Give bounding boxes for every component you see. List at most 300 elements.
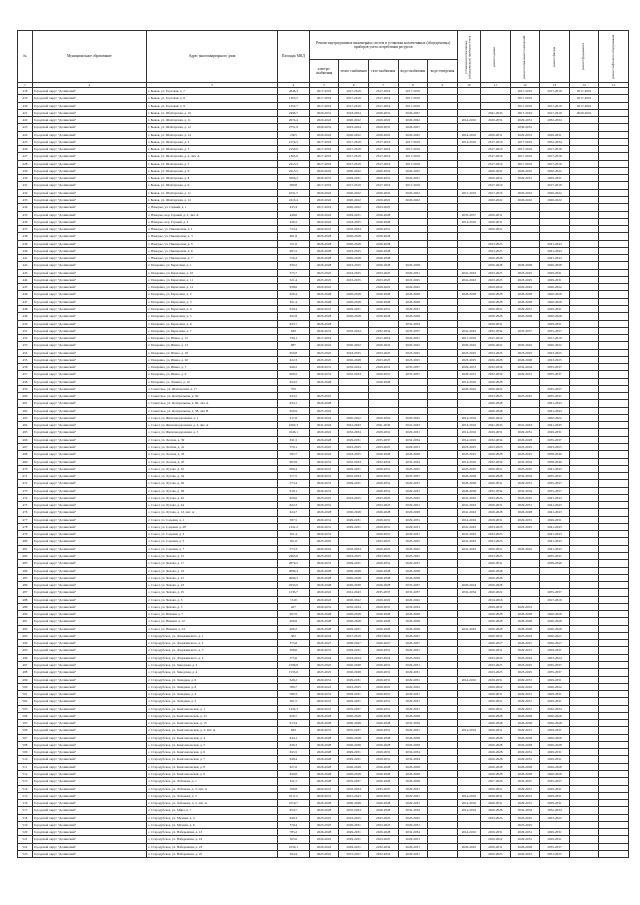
facade-cell: 2020-2022 bbox=[540, 284, 570, 291]
address-cell: с. Стародубское, ул. Набережная, д. 13 bbox=[146, 829, 277, 836]
table-row bbox=[18, 785, 629, 792]
facade-cell: 2038-2040 bbox=[540, 560, 570, 567]
elec-cell: 2026-2028 bbox=[309, 247, 339, 254]
gas-cell: 2026-2028 bbox=[368, 509, 398, 516]
address-cell: с. Покровка, ул. Береговая, д. 10 bbox=[146, 269, 277, 276]
facade-cell: 2041-2043 bbox=[540, 465, 570, 472]
basement-cell: 2029-2031 bbox=[510, 698, 540, 705]
municipality-cell: Городской округ "Долинский" bbox=[32, 712, 146, 719]
gas-cell: 2029-2031 bbox=[368, 429, 398, 436]
facade-cell: 2038-2040 bbox=[540, 458, 570, 465]
meters-cell: 2041-2043 bbox=[457, 523, 480, 530]
municipality-cell: Городской округ "Долинский" bbox=[32, 770, 146, 777]
water-cell: 2029-2031 bbox=[398, 531, 428, 538]
row-number: 446 bbox=[18, 291, 33, 298]
municipality-cell: Городской округ "Долинский" bbox=[32, 553, 146, 560]
address-cell: с. Сокол, ул. Лугова, д. 34 bbox=[146, 473, 277, 480]
heat-cell bbox=[339, 487, 369, 494]
basement-cell: 2020-2022 bbox=[510, 167, 540, 174]
facade-cell: 2032-2034 bbox=[540, 117, 570, 124]
roof-cell: 2020-2022 bbox=[480, 589, 510, 596]
elec-cell: 2029-2031 bbox=[309, 698, 339, 705]
roof-cell: 2026-2028 bbox=[480, 625, 510, 632]
area-cell: 577,5 bbox=[278, 473, 310, 480]
facade-cell: 2026-2028 bbox=[540, 313, 570, 320]
row-number: 471 bbox=[18, 473, 33, 480]
meters-cell: 2023-2025 bbox=[457, 444, 480, 451]
water-cell: 2026-2028 bbox=[398, 567, 428, 574]
elevator-cell bbox=[599, 850, 629, 857]
gas-cell bbox=[368, 385, 398, 392]
facade-cell: 2029-2031 bbox=[540, 756, 570, 763]
meters-cell bbox=[457, 850, 480, 857]
facade-cell: 2020-2022 bbox=[540, 196, 570, 203]
foundation-cell bbox=[569, 320, 599, 327]
facade-cell: 2020-2022 bbox=[540, 342, 570, 349]
meters-cell bbox=[457, 240, 480, 247]
basement-cell: 2026-2028 bbox=[510, 763, 540, 770]
table-row bbox=[18, 320, 629, 327]
basement-cell: 2029-2031 bbox=[510, 749, 540, 756]
heat-cell bbox=[339, 284, 369, 291]
basement-cell bbox=[510, 320, 540, 327]
meters-cell bbox=[457, 160, 480, 167]
row-number: 515 bbox=[18, 792, 33, 799]
municipality-cell: Городской округ "Долинский" bbox=[32, 240, 146, 247]
facade-cell: 2041-2043 bbox=[540, 400, 570, 407]
elec-cell: 2029-2031 bbox=[309, 516, 339, 523]
municipality-cell: Городской округ "Долинский" bbox=[32, 298, 146, 305]
area-cell: 1046,1 bbox=[278, 429, 310, 436]
row-number: 508 bbox=[18, 741, 33, 748]
facade-cell: 2029-2031 bbox=[540, 749, 570, 756]
roof-cell: 2029-2031 bbox=[480, 429, 510, 436]
facade-cell: 2041-2043 bbox=[540, 545, 570, 552]
area-cell: 723,4 bbox=[278, 226, 310, 233]
address-cell: с. Сокол, ул. Садовая, д. 3 bbox=[146, 531, 277, 538]
water-cell: 2020-2022 bbox=[398, 196, 428, 203]
water-cell: 2026-2028 bbox=[398, 741, 428, 748]
sewer-cell bbox=[428, 676, 458, 683]
water-cell bbox=[398, 240, 428, 247]
header-heat: тепло-снабжения bbox=[339, 60, 369, 83]
foundation-cell bbox=[569, 589, 599, 596]
row-number: 484 bbox=[18, 567, 33, 574]
gas-cell bbox=[368, 407, 398, 414]
meters-cell: 2014-2016 bbox=[457, 218, 480, 225]
gas-cell: 2020-2022 bbox=[368, 414, 398, 421]
row-number: 447 bbox=[18, 298, 33, 305]
foundation-cell bbox=[569, 720, 599, 727]
sewer-cell bbox=[428, 349, 458, 356]
facade-cell bbox=[540, 582, 570, 589]
facade-cell: 2035-2037 bbox=[540, 436, 570, 443]
table-row bbox=[18, 509, 629, 516]
row-number: 478 bbox=[18, 523, 33, 530]
table-row bbox=[18, 88, 629, 95]
municipality-cell: Городской округ "Долинский" bbox=[32, 422, 146, 429]
roof-cell: 2017-2019 bbox=[480, 182, 510, 189]
row-number: 504 bbox=[18, 712, 33, 719]
municipality-cell: Городской округ "Долинский" bbox=[32, 829, 146, 836]
row-number: 502 bbox=[18, 698, 33, 705]
row-number: 454 bbox=[18, 349, 33, 356]
sewer-cell bbox=[428, 211, 458, 218]
sewer-cell bbox=[428, 647, 458, 654]
area-cell: 634,1 bbox=[278, 400, 310, 407]
basement-cell: 2026-2027 bbox=[510, 640, 540, 647]
heat-cell: 2017-2019 bbox=[339, 95, 369, 102]
roof-cell: 2026-2028 bbox=[480, 807, 510, 814]
water-cell: 2029-2031 bbox=[398, 502, 428, 509]
water-cell: 2029-2031 bbox=[398, 516, 428, 523]
elec-cell: 2017-2019 bbox=[309, 88, 339, 95]
table-row bbox=[18, 313, 629, 320]
colnum: 13 bbox=[540, 83, 570, 88]
address-cell: с. Взморье, ул. Пионерская, д. 6 bbox=[146, 247, 277, 254]
elevator-cell bbox=[599, 676, 629, 683]
foundation-cell bbox=[569, 625, 599, 632]
facade-cell: 2023-2025 bbox=[540, 349, 570, 356]
water-cell: 2032-2034 bbox=[398, 756, 428, 763]
basement-cell: 2026-2028 bbox=[510, 741, 540, 748]
heat-cell: 2017-2019 bbox=[339, 153, 369, 160]
sewer-cell bbox=[428, 603, 458, 610]
facade-cell: 2026-2028 bbox=[540, 618, 570, 625]
address-cell: с. Взморье, пер. Горный, д. 2, лит. А bbox=[146, 211, 277, 218]
table-row bbox=[18, 102, 629, 109]
sewer-cell bbox=[428, 560, 458, 567]
foundation-cell bbox=[569, 117, 599, 124]
sewer-cell bbox=[428, 444, 458, 451]
address-cell: с. Сокол, ул. Лесная, д. 43 bbox=[146, 451, 277, 458]
sewer-cell bbox=[428, 829, 458, 836]
area-cell: 427 bbox=[278, 603, 310, 610]
gas-cell: 2023-2024 bbox=[368, 632, 398, 639]
sewer-cell bbox=[428, 531, 458, 538]
heat-cell bbox=[339, 385, 369, 392]
address-cell: г. Быков, ул. Торговая, д. 8 bbox=[146, 95, 277, 102]
roof-cell: 2023-2025 bbox=[480, 553, 510, 560]
elec-cell bbox=[309, 385, 339, 392]
heat-cell: 2032-2034 bbox=[339, 371, 369, 378]
address-cell: с. Советское, ул. Центральная, д. 60, лит. А bbox=[146, 400, 277, 407]
table-row bbox=[18, 669, 629, 676]
gas-cell: 2029-2031 bbox=[368, 727, 398, 734]
facade-cell: 2026-2027 bbox=[540, 632, 570, 639]
foundation-cell bbox=[569, 814, 599, 821]
elec-cell: 2020-2022 bbox=[309, 117, 339, 124]
table-row bbox=[18, 836, 629, 843]
foundation-cell bbox=[569, 807, 599, 814]
meters-cell bbox=[457, 560, 480, 567]
roof-cell: 2026-2028 bbox=[480, 567, 510, 574]
row-number: 464 bbox=[18, 422, 33, 429]
header-engineering-group: Ремонт внутридомовых инженерных систем и установка коллективных (общедомовых) приборов учета потребления ресурсов bbox=[309, 31, 457, 60]
area-cell: 481,8 bbox=[278, 233, 310, 240]
elec-cell: 2026-2028 bbox=[309, 756, 339, 763]
address-cell: с. Покровка, ул. Береговая, д. 12 bbox=[146, 284, 277, 291]
municipality-cell: Городской округ "Долинский" bbox=[32, 291, 146, 298]
elevator-cell bbox=[599, 807, 629, 814]
row-number: 448 bbox=[18, 305, 33, 312]
area-cell: 443,5 bbox=[278, 393, 310, 400]
gas-cell: 2032-2034 bbox=[368, 327, 398, 334]
row-number: 422 bbox=[18, 117, 33, 124]
water-cell: 2032-2034 bbox=[398, 436, 428, 443]
water-cell: 2026-2028 bbox=[398, 298, 428, 305]
facade-cell: 2017-2019 bbox=[540, 335, 570, 342]
heat-cell: 2029-2031 bbox=[339, 647, 369, 654]
elec-cell: 2026-2028 bbox=[309, 720, 339, 727]
roof-cell: 2029-2031 bbox=[480, 698, 510, 705]
municipality-cell: Городской округ "Долинский" bbox=[32, 843, 146, 850]
row-number: 461 bbox=[18, 400, 33, 407]
table-row bbox=[18, 342, 629, 349]
elevator-cell bbox=[599, 414, 629, 421]
foundation-cell bbox=[569, 538, 599, 545]
row-number: 453 bbox=[18, 342, 33, 349]
table-row bbox=[18, 560, 629, 567]
water-cell: 2020-2022 bbox=[398, 284, 428, 291]
gas-cell: 2026-2028 bbox=[368, 313, 398, 320]
heat-cell: 2032-2034 bbox=[339, 473, 369, 480]
meters-cell: 2026-2028 bbox=[457, 291, 480, 298]
elevator-cell bbox=[599, 458, 629, 465]
basement-cell: 2026-2028 bbox=[510, 625, 540, 632]
table-row bbox=[18, 473, 629, 480]
elec-cell: 2020-2022 bbox=[309, 843, 339, 850]
meters-cell bbox=[457, 698, 480, 705]
meters-cell bbox=[457, 683, 480, 690]
facade-cell: 2026-2028 bbox=[540, 763, 570, 770]
water-cell: 2032-2034 bbox=[398, 603, 428, 610]
municipality-cell: Городской округ "Долинский" bbox=[32, 160, 146, 167]
table-row bbox=[18, 407, 629, 414]
elec-cell: 2020-2022 bbox=[309, 196, 339, 203]
facade-cell: 2041-2043 bbox=[540, 523, 570, 530]
sewer-cell bbox=[428, 691, 458, 698]
roof-cell: 2023-2025 bbox=[480, 393, 510, 400]
sewer-cell bbox=[428, 814, 458, 821]
row-number: 474 bbox=[18, 494, 33, 501]
elevator-cell bbox=[599, 131, 629, 138]
facade-cell: 2026-2028 bbox=[540, 720, 570, 727]
gas-cell: 2023-2025 bbox=[368, 204, 398, 211]
heat-cell bbox=[339, 400, 369, 407]
roof-cell: 2029-2031 bbox=[480, 211, 510, 218]
meters-cell bbox=[457, 574, 480, 581]
elec-cell: 2026-2028 bbox=[309, 763, 339, 770]
meters-cell bbox=[457, 182, 480, 189]
table-row bbox=[18, 800, 629, 807]
elec-cell: 2029-2031 bbox=[309, 458, 339, 465]
elevator-cell bbox=[599, 669, 629, 676]
meters-cell bbox=[457, 393, 480, 400]
elec-cell: 2029-2031 bbox=[309, 305, 339, 312]
area-cell: 2074,4 bbox=[278, 117, 310, 124]
sewer-cell bbox=[428, 669, 458, 676]
heat-cell: 2017-2019 bbox=[339, 88, 369, 95]
elevator-cell bbox=[599, 196, 629, 203]
elec-cell: 2023-2025 bbox=[309, 850, 339, 857]
sewer-cell bbox=[428, 545, 458, 552]
basement-cell: 2029-2031 bbox=[510, 305, 540, 312]
water-cell: 2026-2028 bbox=[398, 770, 428, 777]
municipality-cell: Городской округ "Долинский" bbox=[32, 778, 146, 785]
meters-cell bbox=[457, 734, 480, 741]
row-number: 455 bbox=[18, 356, 33, 363]
municipality-cell: Городской округ "Долинский" bbox=[32, 807, 146, 814]
table-row bbox=[18, 167, 629, 174]
municipality-cell: Городской округ "Долинский" bbox=[32, 349, 146, 356]
elevator-cell bbox=[599, 647, 629, 654]
municipality-cell: Городской округ "Долинский" bbox=[32, 218, 146, 225]
address-cell: с. Стародубское, ул. Комсомольская, д. 15 bbox=[146, 720, 277, 727]
water-cell: 2017-2019 bbox=[398, 160, 428, 167]
water-cell: 2029-2031 bbox=[398, 269, 428, 276]
sewer-cell bbox=[428, 712, 458, 719]
heat-cell: 2026-2028 bbox=[339, 734, 369, 741]
foundation-cell bbox=[569, 385, 599, 392]
header-elevator: ремонт лифтового оборудования bbox=[599, 31, 629, 83]
foundation-cell bbox=[569, 661, 599, 668]
basement-cell: 2023-2025 bbox=[510, 444, 540, 451]
heat-cell: 2029-2031 bbox=[339, 523, 369, 530]
row-number: 439 bbox=[18, 240, 33, 247]
basement-cell: 2023-2025 bbox=[510, 494, 540, 501]
sewer-cell bbox=[428, 385, 458, 392]
elevator-cell bbox=[599, 298, 629, 305]
foundation-cell bbox=[569, 247, 599, 254]
roof-cell: 2017-2019 bbox=[480, 138, 510, 145]
basement-cell bbox=[510, 574, 540, 581]
water-cell: 2023-2025 bbox=[398, 349, 428, 356]
basement-cell: 2023-2025 bbox=[510, 349, 540, 356]
sewer-cell bbox=[428, 756, 458, 763]
table-row bbox=[18, 632, 629, 639]
water-cell: 2029-2031 bbox=[398, 792, 428, 799]
roof-cell: 2032-2034 bbox=[480, 487, 510, 494]
water-cell: 2035-2037 bbox=[398, 327, 428, 334]
sewer-cell bbox=[428, 407, 458, 414]
basement-cell: 2023-2025 bbox=[510, 523, 540, 530]
sewer-cell bbox=[428, 335, 458, 342]
elevator-cell bbox=[599, 291, 629, 298]
facade-cell: 2029-2031 bbox=[540, 305, 570, 312]
meters-cell bbox=[457, 284, 480, 291]
elevator-cell bbox=[599, 560, 629, 567]
facade-cell: 2017-2019 bbox=[540, 153, 570, 160]
municipality-cell: Городской округ "Долинский" bbox=[32, 538, 146, 545]
gas-cell: 2029-2031 bbox=[368, 661, 398, 668]
gas-cell: 2035-2037 bbox=[368, 589, 398, 596]
row-number: 459 bbox=[18, 385, 33, 392]
roof-cell: 2020-2022 bbox=[480, 342, 510, 349]
foundation-cell bbox=[569, 727, 599, 734]
basement-cell bbox=[510, 582, 540, 589]
water-cell: 2026-2028 bbox=[398, 611, 428, 618]
roof-cell: 2029-2031 bbox=[480, 647, 510, 654]
table-row bbox=[18, 611, 629, 618]
heat-cell: 2035-2037 bbox=[339, 727, 369, 734]
elevator-cell bbox=[599, 422, 629, 429]
elevator-cell bbox=[599, 356, 629, 363]
table-row bbox=[18, 284, 629, 291]
row-number: 519 bbox=[18, 821, 33, 828]
water-cell: 2029-2031 bbox=[398, 698, 428, 705]
water-cell: 2035-2037 bbox=[398, 364, 428, 371]
table-row bbox=[18, 204, 629, 211]
sewer-cell bbox=[428, 124, 458, 131]
basement-cell: 2029-2031 bbox=[510, 516, 540, 523]
roof-cell: 2023-2025 bbox=[480, 538, 510, 545]
sewer-cell bbox=[428, 473, 458, 480]
facade-cell: 2035-2037 bbox=[540, 473, 570, 480]
gas-cell: 2026-2028 bbox=[368, 218, 398, 225]
municipality-cell: Городской округ "Долинский" bbox=[32, 741, 146, 748]
municipality-cell: Городской округ "Долинский" bbox=[32, 131, 146, 138]
address-cell: с. Покровка, ул. Береговая, д. 1 bbox=[146, 262, 277, 269]
elec-cell: 2026-2028 bbox=[309, 582, 339, 589]
water-cell: 2029-2031 bbox=[398, 836, 428, 843]
water-cell: 2020-2022 bbox=[398, 117, 428, 124]
foundation-cell: 2017-2019 bbox=[569, 88, 599, 95]
gas-cell: 2026-2028 bbox=[368, 567, 398, 574]
area-cell: 624,7 bbox=[278, 509, 310, 516]
meters-cell bbox=[457, 712, 480, 719]
heat-cell: 2029-2031 bbox=[339, 821, 369, 828]
table-row bbox=[18, 770, 629, 777]
elec-cell: 2017-2019 bbox=[309, 102, 339, 109]
sewer-cell bbox=[428, 502, 458, 509]
sewer-cell bbox=[428, 305, 458, 312]
municipality-cell: Городской округ "Долинский" bbox=[32, 691, 146, 698]
foundation-cell bbox=[569, 850, 599, 857]
address-cell: с. Покровка, ул. Ивана, д. 18 bbox=[146, 349, 277, 356]
address-cell: с. Сокол, ул. Лесная, д. 39 bbox=[146, 436, 277, 443]
municipality-cell: Городской округ "Долинский" bbox=[32, 407, 146, 414]
water-cell: 2035-2037 bbox=[398, 589, 428, 596]
elevator-cell bbox=[599, 691, 629, 698]
table-row bbox=[18, 327, 629, 334]
roof-cell: 2026-2028 bbox=[480, 262, 510, 269]
elec-cell: 2026-2028 bbox=[309, 378, 339, 385]
municipality-cell: Городской округ "Долинский" bbox=[32, 596, 146, 603]
municipality-cell: Городской округ "Долинский" bbox=[32, 305, 146, 312]
municipality-cell: Городской округ "Долинский" bbox=[32, 393, 146, 400]
area-cell: 640,8 bbox=[278, 770, 310, 777]
area-cell: 368,6 bbox=[278, 647, 310, 654]
elec-cell: 2026-2028 bbox=[309, 298, 339, 305]
heat-cell: 2026-2028 bbox=[339, 356, 369, 363]
water-cell: 2029-2031 bbox=[398, 850, 428, 857]
basement-cell: 2032-2034 bbox=[510, 807, 540, 814]
sewer-cell bbox=[428, 800, 458, 807]
water-cell: 2023-2025 bbox=[398, 494, 428, 501]
gas-cell bbox=[368, 320, 398, 327]
municipality-cell: Городской округ "Долинский" bbox=[32, 284, 146, 291]
municipality-cell: Городской округ "Долинский" bbox=[32, 465, 146, 472]
foundation-cell bbox=[569, 276, 599, 283]
meters-cell: 2023-2025 bbox=[457, 356, 480, 363]
facade-cell: 2041-2043 bbox=[540, 240, 570, 247]
header-roof: ремонт крыши bbox=[480, 31, 510, 83]
basement-cell: 2017-2019 bbox=[510, 95, 540, 102]
sewer-cell bbox=[428, 778, 458, 785]
basement-cell: 2026-2028 bbox=[510, 712, 540, 719]
water-cell: 2017-2019 bbox=[398, 95, 428, 102]
